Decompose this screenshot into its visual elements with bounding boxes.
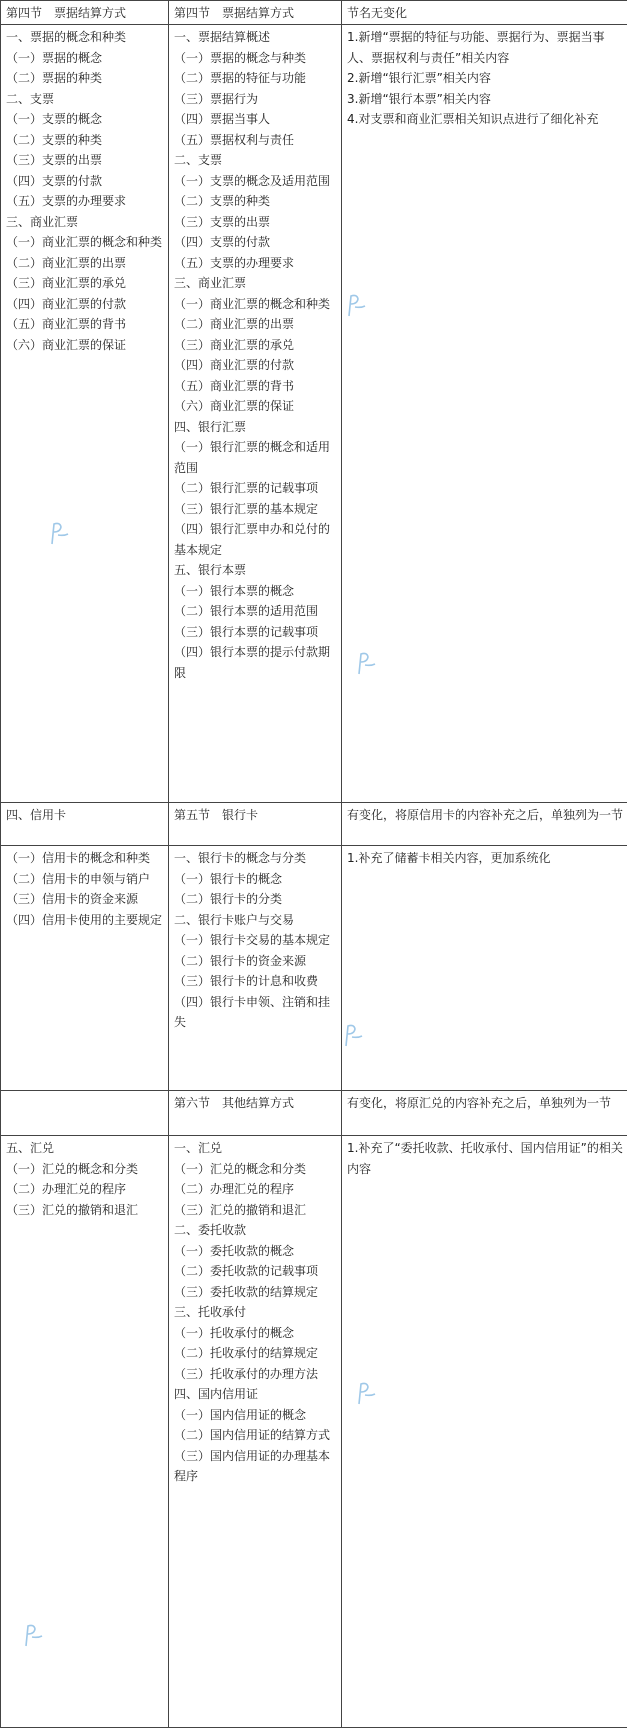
cell-line: 有变化，将原汇兑的内容补充之后，单独列为一节 (347, 1093, 624, 1114)
cell-line: （二）托收承付的结算规定 (174, 1343, 338, 1364)
cell-line: 节名无变化 (347, 3, 624, 24)
cell-line: 四、银行汇票 (174, 417, 338, 438)
cell-note (342, 1136, 627, 1728)
cell-line: 第五节 银行卡 (174, 805, 338, 826)
cell-line: 2.新增“银行汇票”相关内容 (347, 68, 624, 89)
cell-line: （六）商业汇票的保证 (174, 396, 338, 417)
cell-line: （三）银行本票的记载事项 (174, 622, 338, 643)
cell-new (169, 1136, 342, 1728)
cell-line: （四）银行本票的提示付款期限 (174, 642, 338, 683)
cell-line: （三）信用卡的资金来源 (6, 889, 165, 910)
cell-new (169, 25, 342, 803)
cell-line: （三）票据行为 (174, 89, 338, 110)
table-row (1, 803, 627, 846)
cell-line: （二）支票的种类 (174, 191, 338, 212)
cell-line: （六）商业汇票的保证 (6, 335, 165, 356)
cell-line: （二）国内信用证的结算方式 (174, 1425, 338, 1446)
cell-line: （三）国内信用证的办理基本程序 (174, 1446, 338, 1487)
cell-line: （二）委托收款的记载事项 (174, 1261, 338, 1282)
cell-note (342, 1, 627, 25)
cell-line: （一）国内信用证的概念 (174, 1405, 338, 1426)
cell-line: （五）商业汇票的背书 (6, 314, 165, 335)
cell-line: （一）信用卡的概念和种类 (6, 848, 165, 869)
cell-line: （二）银行汇票的记载事项 (174, 478, 338, 499)
watermark-mark (355, 650, 377, 676)
cell-line: （四）票据当事人 (174, 109, 338, 130)
table-row (1, 846, 627, 1091)
cell-new (169, 803, 342, 846)
cell-line: 四、国内信用证 (174, 1384, 338, 1405)
cell-line: （四）支票的付款 (6, 171, 165, 192)
cell-line: 4.对支票和商业汇票相关知识点进行了细化补充 (347, 109, 624, 130)
cell-line: （二）银行卡的分类 (174, 889, 338, 910)
cell-line: （四）支票的付款 (174, 232, 338, 253)
cell-line: 3.新增“银行本票”相关内容 (347, 89, 624, 110)
cell-line: （三）托收承付的办理方法 (174, 1364, 338, 1385)
cell-line: （一）票据的概念 (6, 48, 165, 69)
cell-line: （五）票据权利与责任 (174, 130, 338, 151)
cell-line: 1.补充了“委托收款、托收承付、国内信用证”的相关内容 (347, 1138, 624, 1179)
cell-line: （一）汇兑的概念和分类 (6, 1159, 165, 1180)
cell-line: （二）票据的种类 (6, 68, 165, 89)
cell-line: 二、支票 (6, 89, 165, 110)
table-row (1, 1091, 627, 1136)
cell-line: （一）汇兑的概念和分类 (174, 1159, 338, 1180)
cell-line: （三）商业汇票的承兑 (6, 273, 165, 294)
cell-line: （五）商业汇票的背书 (174, 376, 338, 397)
cell-line: 三、商业汇票 (174, 273, 338, 294)
cell-line: 一、票据结算概述 (174, 27, 338, 48)
table-row (1, 25, 627, 803)
cell-line: （一）银行卡的概念 (174, 869, 338, 890)
cell-line: （三）支票的出票 (6, 150, 165, 171)
watermark-mark (345, 292, 367, 318)
cell-line: （二）银行卡的资金来源 (174, 951, 338, 972)
cell-line: （二）信用卡的申领与销户 (6, 869, 165, 890)
cell-line: （一）银行卡交易的基本规定 (174, 930, 338, 951)
cell-line: （二）商业汇票的出票 (6, 253, 165, 274)
cell-line: 有变化，将原信用卡的内容补充之后，单独列为一节 (347, 805, 624, 826)
watermark-mark (342, 1022, 364, 1048)
cell-line: （三）银行卡的计息和收费 (174, 971, 338, 992)
cell-line: 1.补充了储蓄卡相关内容，更加系统化 (347, 848, 624, 869)
cell-new (169, 1091, 342, 1136)
cell-line: （二）银行本票的适用范围 (174, 601, 338, 622)
cell-line: 四、信用卡 (6, 805, 165, 826)
watermark-mark (355, 1380, 377, 1406)
cell-old (1, 846, 169, 1091)
cell-old (1, 25, 169, 803)
cell-line: 第四节 票据结算方式 (174, 3, 338, 24)
cell-line: （四）信用卡使用的主要规定 (6, 910, 165, 931)
watermark-mark (48, 520, 70, 546)
cell-line: （二）办理汇兑的程序 (174, 1179, 338, 1200)
cell-line: （五）支票的办理要求 (6, 191, 165, 212)
table-row (1, 1, 627, 25)
cell-note (342, 846, 627, 1091)
cell-line: （三）商业汇票的承兑 (174, 335, 338, 356)
cell-line: （四）银行汇票申办和兑付的基本规定 (174, 519, 338, 560)
cell-old (1, 803, 169, 846)
watermark-mark (22, 1622, 44, 1648)
cell-line: （四）商业汇票的付款 (6, 294, 165, 315)
cell-old (1, 1091, 169, 1136)
cell-line: 二、委托收款 (174, 1220, 338, 1241)
cell-line: （一）委托收款的概念 (174, 1241, 338, 1262)
cell-line: （四）银行卡申领、注销和挂失 (174, 992, 338, 1033)
cell-line: （一）银行本票的概念 (174, 581, 338, 602)
cell-line: （二）商业汇票的出票 (174, 314, 338, 335)
cell-note (342, 25, 627, 803)
cell-line: （三）委托收款的结算规定 (174, 1282, 338, 1303)
cell-line: （二）支票的种类 (6, 130, 165, 151)
cell-line: （五）支票的办理要求 (174, 253, 338, 274)
cell-line: （一）银行汇票的概念和适用范围 (174, 437, 338, 478)
cell-line: （四）商业汇票的付款 (174, 355, 338, 376)
cell-line: 一、汇兑 (174, 1138, 338, 1159)
cell-line: （一）托收承付的概念 (174, 1323, 338, 1344)
cell-line: （二）票据的特征与功能 (174, 68, 338, 89)
cell-line: 第四节 票据结算方式 (6, 3, 165, 24)
cell-line: 二、银行卡账户与交易 (174, 910, 338, 931)
cell-line: （三）汇兑的撤销和退汇 (174, 1200, 338, 1221)
cell-note (342, 803, 627, 846)
cell-line: 五、汇兑 (6, 1138, 165, 1159)
cell-line: （三）汇兑的撤销和退汇 (6, 1200, 165, 1221)
cell-line: （一）支票的概念 (6, 109, 165, 130)
cell-note (342, 1091, 627, 1136)
cell-old (1, 1, 169, 25)
cell-line: （二）办理汇兑的程序 (6, 1179, 165, 1200)
table-row (1, 1136, 627, 1728)
cell-new (169, 846, 342, 1091)
cell-line: （一）支票的概念及适用范围 (174, 171, 338, 192)
cell-line: 第六节 其他结算方式 (174, 1093, 338, 1114)
cell-line: 三、托收承付 (174, 1302, 338, 1323)
cell-new (169, 1, 342, 25)
cell-line: 1.新增“票据的特征与功能、票据行为、票据当事人、票据权利与责任”相关内容 (347, 27, 624, 68)
cell-line: 二、支票 (174, 150, 338, 171)
cell-line: （三）银行汇票的基本规定 (174, 499, 338, 520)
cell-line: 三、商业汇票 (6, 212, 165, 233)
cell-line: （一）票据的概念与种类 (174, 48, 338, 69)
cell-line: 一、银行卡的概念与分类 (174, 848, 338, 869)
cell-line: （三）支票的出票 (174, 212, 338, 233)
cell-line: 五、银行本票 (174, 560, 338, 581)
cell-line: （一）商业汇票的概念和种类 (6, 232, 165, 253)
cell-line: 一、票据的概念和种类 (6, 27, 165, 48)
cell-line: （一）商业汇票的概念和种类 (174, 294, 338, 315)
